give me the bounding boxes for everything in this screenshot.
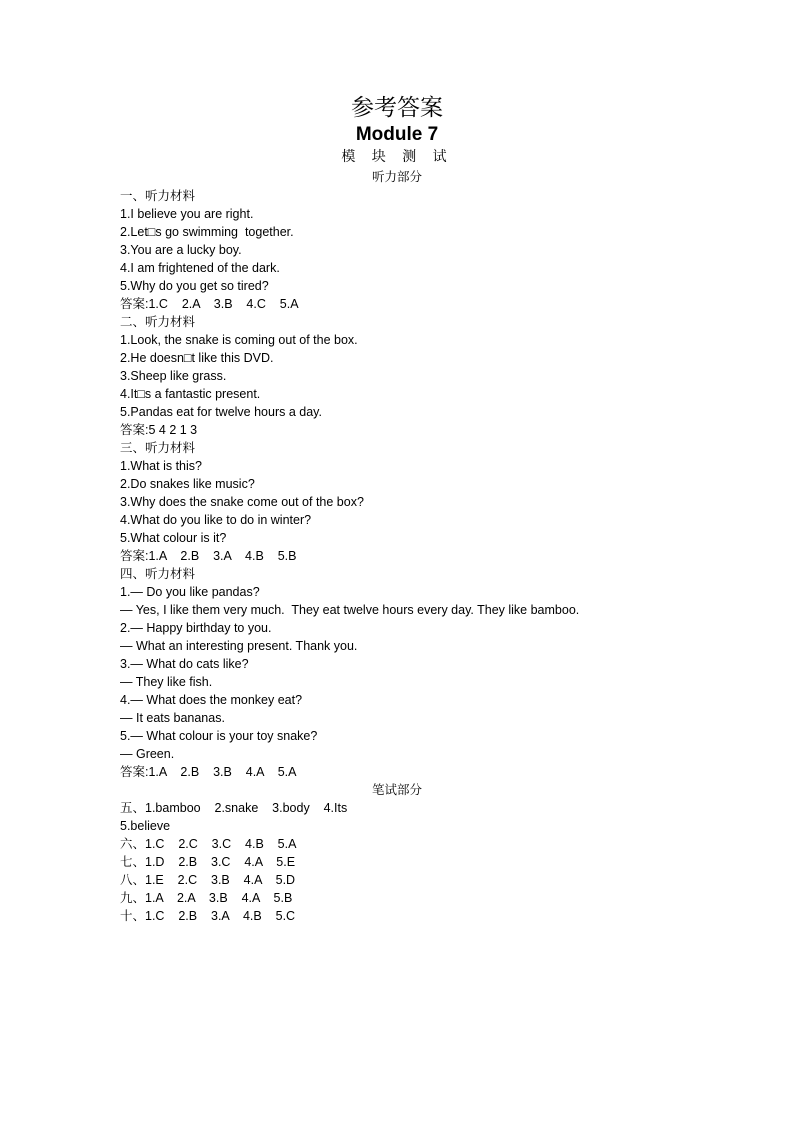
- listening-line: 二、听力材料: [120, 315, 196, 329]
- listening-line: 3.— What do cats like?: [120, 657, 249, 671]
- written-line: 八、1.E 2.C 3.B 4.A 5.D: [120, 873, 296, 887]
- written-line: 十、1.C 2.B 3.A 4.B 5.C: [120, 909, 296, 923]
- listening-line: — Yes, I like them very much. They eat twelve hours every day. They like bamboo.: [120, 603, 580, 617]
- listening-line: 2.Let□s go swimming together.: [120, 225, 294, 239]
- listening-line: — What an interesting present. Thank you.: [120, 639, 358, 653]
- written-line: 六、1.C 2.C 3.C 4.B 5.A: [120, 837, 297, 851]
- listening-line: — Green.: [120, 747, 175, 761]
- listening-line: 5.Why do you get so tired?: [120, 279, 269, 293]
- listening-line: 一、听力材料: [120, 189, 196, 203]
- listening-line: 5.— What colour is your toy snake?: [120, 729, 318, 743]
- listening-line: 5.What colour is it?: [120, 531, 227, 545]
- listening-line: 1.I believe you are right.: [120, 207, 254, 221]
- listening-line: 3.Sheep like grass.: [120, 369, 227, 383]
- listening-line: 三、听力材料: [120, 441, 196, 455]
- listening-line: — They like fish.: [120, 675, 213, 689]
- written-line: 七、1.D 2.B 3.C 4.A 5.E: [120, 855, 296, 869]
- written-line: 五、1.bamboo 2.snake 3.body 4.Its: [120, 801, 348, 815]
- listening-line: 4.It□s a fantastic present.: [120, 387, 261, 401]
- module-title: Module 7: [355, 124, 439, 145]
- listening-line: 1.Look, the snake is coming out of the box.: [120, 333, 358, 347]
- listening-line: 2.Do snakes like music?: [120, 477, 255, 491]
- listening-line: 1.What is this?: [120, 459, 202, 473]
- listening-line: 3.You are a lucky boy.: [120, 243, 242, 257]
- page-title: 参考答案: [351, 95, 443, 121]
- listening-line: 2.He doesn□t like this DVD.: [120, 351, 274, 365]
- listening-line: 2.— Happy birthday to you.: [120, 621, 272, 635]
- test-subtitle: 模 块 测 试: [341, 149, 453, 165]
- listening-line: 5.Pandas eat for twelve hours a day.: [120, 405, 322, 419]
- written-section-heading: 笔试部分: [371, 782, 422, 797]
- listening-section-heading: 听力部分: [371, 169, 422, 184]
- listening-line: 1.— Do you like pandas?: [120, 585, 260, 599]
- listening-line: 4.— What does the monkey eat?: [120, 693, 303, 707]
- listening-answer-list: [120, 187, 760, 781]
- listening-line: 3.Why does the snake come out of the box?: [120, 495, 364, 509]
- written-line: 九、1.A 2.A 3.B 4.A 5.B: [120, 891, 293, 905]
- listening-line: 4.What do you like to do in winter?: [120, 513, 312, 527]
- listening-line: 四、听力材料: [120, 567, 196, 581]
- written-line: 5.believe: [120, 819, 171, 833]
- written-answer-list: [120, 799, 760, 925]
- listening-line: 答案:1.A 2.B 3.B 4.A 5.A: [120, 765, 297, 779]
- listening-line: 答案:1.A 2.B 3.A 4.B 5.B: [120, 549, 297, 563]
- listening-line: — It eats bananas.: [120, 711, 225, 725]
- listening-line: 4.I am frightened of the dark.: [120, 261, 280, 275]
- listening-line: 答案:5 4 2 1 3: [120, 423, 198, 437]
- listening-line: 答案:1.C 2.A 3.B 4.C 5.A: [120, 297, 299, 311]
